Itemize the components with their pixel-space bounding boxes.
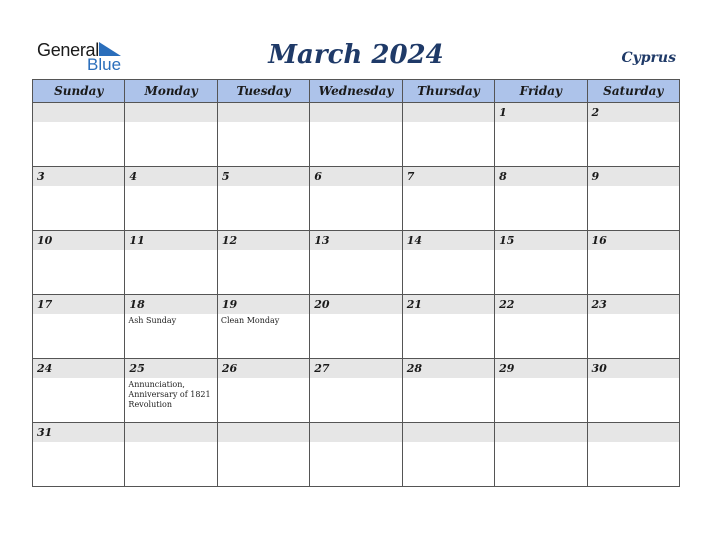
day-number: 26 [218,359,309,378]
weekday-header: Tuesday [217,80,309,103]
day-number: 24 [33,359,124,378]
day-number [33,103,124,122]
week-row [33,295,680,359]
day-cell [495,167,587,231]
day-number: 9 [588,167,679,186]
day-cell [33,231,125,295]
day-cell [402,103,494,167]
day-cell [495,231,587,295]
day-cell [587,103,679,167]
day-number: 11 [125,231,216,250]
calendar-title: March 2024 [268,40,444,70]
day-cell [587,423,679,487]
day-cell [587,167,679,231]
day-cell [125,167,217,231]
day-cell [125,359,217,423]
day-cell [217,167,309,231]
day-cell [125,295,217,359]
day-number: 14 [403,231,494,250]
day-number: 8 [495,167,586,186]
day-cell [310,359,402,423]
day-cell [402,167,494,231]
day-cell [310,231,402,295]
day-number [310,103,401,122]
day-number: 7 [403,167,494,186]
day-cell [217,359,309,423]
day-cell [310,423,402,487]
day-cell [217,295,309,359]
day-number: 13 [310,231,401,250]
day-cell [33,423,125,487]
day-number [495,423,586,442]
weekday-header: Thursday [402,80,494,103]
logo-text-blue: Blue [87,55,122,74]
day-number: 12 [218,231,309,250]
day-cell [217,103,309,167]
day-cell [587,231,679,295]
day-number: 19 [218,295,309,314]
day-number: 25 [125,359,216,378]
day-cell [402,359,494,423]
day-number [218,423,309,442]
day-cell [125,231,217,295]
day-number [310,423,401,442]
day-number: 16 [588,231,679,250]
day-cell [310,103,402,167]
weekday-header: Friday [495,80,587,103]
holiday-label: Ash Sunday [128,316,177,325]
day-number: 20 [310,295,401,314]
day-number: 1 [495,103,586,122]
day-number: 29 [495,359,586,378]
day-number: 30 [588,359,679,378]
day-number [403,103,494,122]
weekday-header-row [33,80,680,103]
week-row [33,359,680,423]
day-number: 22 [495,295,586,314]
day-number: 23 [588,295,679,314]
day-cell [33,103,125,167]
day-cell [125,423,217,487]
day-cell [402,231,494,295]
day-cell [310,167,402,231]
day-number [588,423,679,442]
day-cell [33,359,125,423]
holiday-label: Annunciation, Anniversary of 1821 Revolution [128,380,211,409]
day-number: 15 [495,231,586,250]
day-number: 27 [310,359,401,378]
day-number [218,103,309,122]
day-cell [402,295,494,359]
day-number [125,423,216,442]
day-number: 6 [310,167,401,186]
day-cell [310,295,402,359]
day-number: 3 [33,167,124,186]
week-row [33,231,680,295]
day-number: 4 [125,167,216,186]
week-row [33,423,680,487]
country-label: Cyprus [621,50,676,66]
day-cell [495,295,587,359]
day-cell [495,423,587,487]
day-number [403,423,494,442]
day-number: 10 [33,231,124,250]
day-cell [495,359,587,423]
day-number: 18 [125,295,216,314]
day-cell [33,167,125,231]
holiday-label: Clean Monday [220,316,280,325]
day-cell [587,359,679,423]
day-number: 28 [403,359,494,378]
day-cell [402,423,494,487]
weekday-header: Sunday [33,80,125,103]
day-cell [33,295,125,359]
day-cell [217,231,309,295]
weekday-header: Monday [125,80,217,103]
week-row [33,167,680,231]
calendar-grid [32,79,680,487]
day-number: 31 [33,423,124,442]
day-cell [587,295,679,359]
day-cell [125,103,217,167]
weekday-header: Wednesday [310,80,402,103]
day-number: 2 [588,103,679,122]
day-cell [217,423,309,487]
weekday-header: Saturday [587,80,679,103]
day-number: 21 [403,295,494,314]
day-number [125,103,216,122]
week-row [33,103,680,167]
day-number: 17 [33,295,124,314]
day-cell [495,103,587,167]
logo-text-general: General [37,40,99,60]
day-number: 5 [218,167,309,186]
